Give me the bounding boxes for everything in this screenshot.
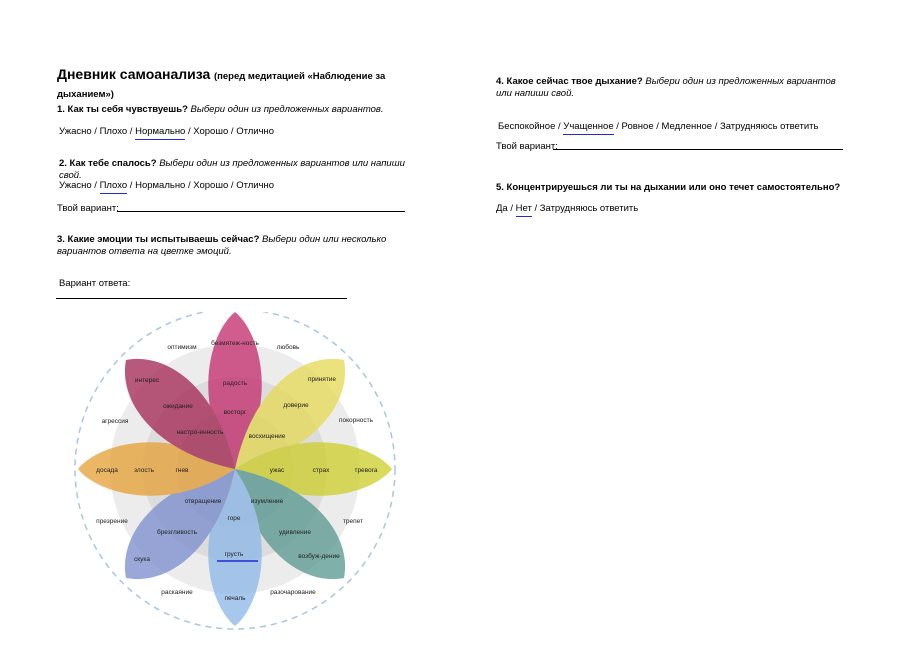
label-contempt[interactable]: презрение (96, 518, 128, 525)
q3-answer-label: Вариант ответа: (59, 278, 131, 289)
label-love[interactable]: любовь (276, 344, 300, 351)
label-aggression[interactable]: агрессия (101, 418, 129, 425)
q4-option-0[interactable]: Беспокойное (498, 121, 556, 132)
question-3-hint: Выбери один или несколько вариантов ответа на цветке эмоций. (57, 234, 387, 257)
label-trust[interactable]: доверие (283, 402, 309, 409)
question-3 (57, 234, 417, 258)
question-1-hint: Выбери один из предложенных вариантов. (190, 104, 384, 115)
label-acceptance[interactable]: принятие (307, 376, 337, 383)
label-vigilance[interactable]: настро-енность (176, 429, 224, 436)
question-4 (496, 76, 836, 100)
q4-option-4[interactable]: Затрудняюсь ответить (719, 121, 819, 132)
q2-option-4[interactable]: Отлично (236, 180, 275, 191)
q1-option-2-selected[interactable]: Нормально (135, 126, 186, 137)
q4-option-2[interactable]: Ровное (621, 121, 654, 132)
label-disgust[interactable]: брезгливость (156, 529, 198, 536)
label-awe[interactable]: трепет (342, 518, 364, 525)
label-anger[interactable]: злость (133, 467, 155, 474)
q4-options: Беспокойное / Учащенное / Ровное / Медленное / Затрудняюсь ответить (498, 121, 819, 132)
q2-own-input-line[interactable] (117, 211, 405, 212)
q4-option-3[interactable]: Медленное (661, 121, 713, 132)
emotion-wheel (70, 312, 400, 632)
question-2 (59, 158, 419, 182)
question-5 (496, 182, 856, 194)
q2-option-1-selected[interactable]: Плохо (99, 180, 128, 191)
q4-own-label: Твой вариант: (496, 141, 558, 152)
question-2-text: 2. Как тебе спалось? (59, 158, 157, 169)
label-optimism[interactable]: оптимизм (167, 344, 197, 351)
q4-own-input-line[interactable] (553, 149, 843, 150)
label-interest[interactable]: интерес (134, 377, 160, 384)
page-title (57, 66, 387, 103)
question-2-hint: Выбери один из предложенных вариантов или напиши свой. (59, 158, 405, 181)
q5-option-1-selected[interactable]: Нет (515, 203, 532, 214)
question-5-text: 5. Концентрируешься ли ты на дыхании или оно течет самостоятельно? (496, 182, 841, 193)
label-sadness[interactable]: грусть (224, 551, 244, 558)
q1-option-1[interactable]: Плохо (99, 126, 128, 137)
title-main: Дневник самоанализа (57, 66, 211, 82)
label-rage[interactable]: гнев (175, 467, 189, 474)
q2-options: Ужасно / Плохо / Нормально / Хорошо / Отлично (59, 180, 275, 191)
q1-option-0[interactable]: Ужасно (59, 126, 92, 137)
question-1 (57, 104, 417, 116)
label-ecstasy[interactable]: восторг (223, 409, 247, 416)
label-distraction[interactable]: возбуж-дение (298, 553, 340, 560)
wheel-petals (78, 312, 392, 626)
label-grief[interactable]: горе (227, 515, 241, 522)
label-pensiveness[interactable]: печаль (224, 595, 246, 602)
label-boredom[interactable]: скука (133, 556, 151, 563)
q5-option-0[interactable]: Да (496, 203, 508, 214)
label-admiration[interactable]: восхищение (248, 433, 286, 440)
title-sub: (перед медитацией «Наблюдение за дыханием») (57, 71, 386, 100)
q2-option-0[interactable]: Ужасно (59, 180, 92, 191)
label-anticipation[interactable]: ожидание (163, 403, 193, 410)
question-3-text: 3. Какие эмоции ты испытываешь сейчас? (57, 234, 260, 245)
label-apprehension[interactable]: тревога (354, 467, 378, 474)
q2-own-label: Твой вариант: (57, 203, 119, 214)
label-joy[interactable]: радость (222, 380, 248, 387)
q5-option-2[interactable]: Затрудняюсь ответить (539, 203, 639, 214)
question-1-text: 1. Как ты себя чувствуешь? (57, 104, 188, 115)
label-surprise[interactable]: удивление (278, 529, 312, 536)
question-4-hint: Выбери один из предложенных вариантов или напиши свой. (496, 76, 836, 99)
q1-option-3[interactable]: Хорошо (193, 126, 229, 137)
q1-options: Ужасно / Плохо / Нормально / Хорошо / Отлично (59, 126, 275, 137)
label-loathing[interactable]: отвращение (184, 498, 222, 505)
label-serenity[interactable]: безмятеж-ность (211, 340, 259, 347)
q4-option-1-selected[interactable]: Учащенное (563, 121, 614, 132)
label-disapproval[interactable]: разочарование (270, 589, 316, 596)
q5-options: Да / Нет / Затрудняюсь ответить (496, 203, 639, 214)
label-remorse[interactable]: раскаяние (161, 589, 193, 596)
q2-option-3[interactable]: Хорошо (193, 180, 229, 191)
label-terror[interactable]: ужас (269, 467, 285, 474)
label-amazement[interactable]: изумление (250, 498, 284, 505)
q1-option-4[interactable]: Отлично (236, 126, 275, 137)
label-annoyance[interactable]: досада (96, 467, 118, 474)
q2-option-2[interactable]: Нормально (135, 180, 186, 191)
label-fear[interactable]: страх (312, 467, 330, 474)
label-submission[interactable]: покорность (338, 417, 374, 424)
question-4-text: 4. Какое сейчас твое дыхание? (496, 76, 643, 87)
q3-answer-line[interactable] (56, 298, 347, 299)
